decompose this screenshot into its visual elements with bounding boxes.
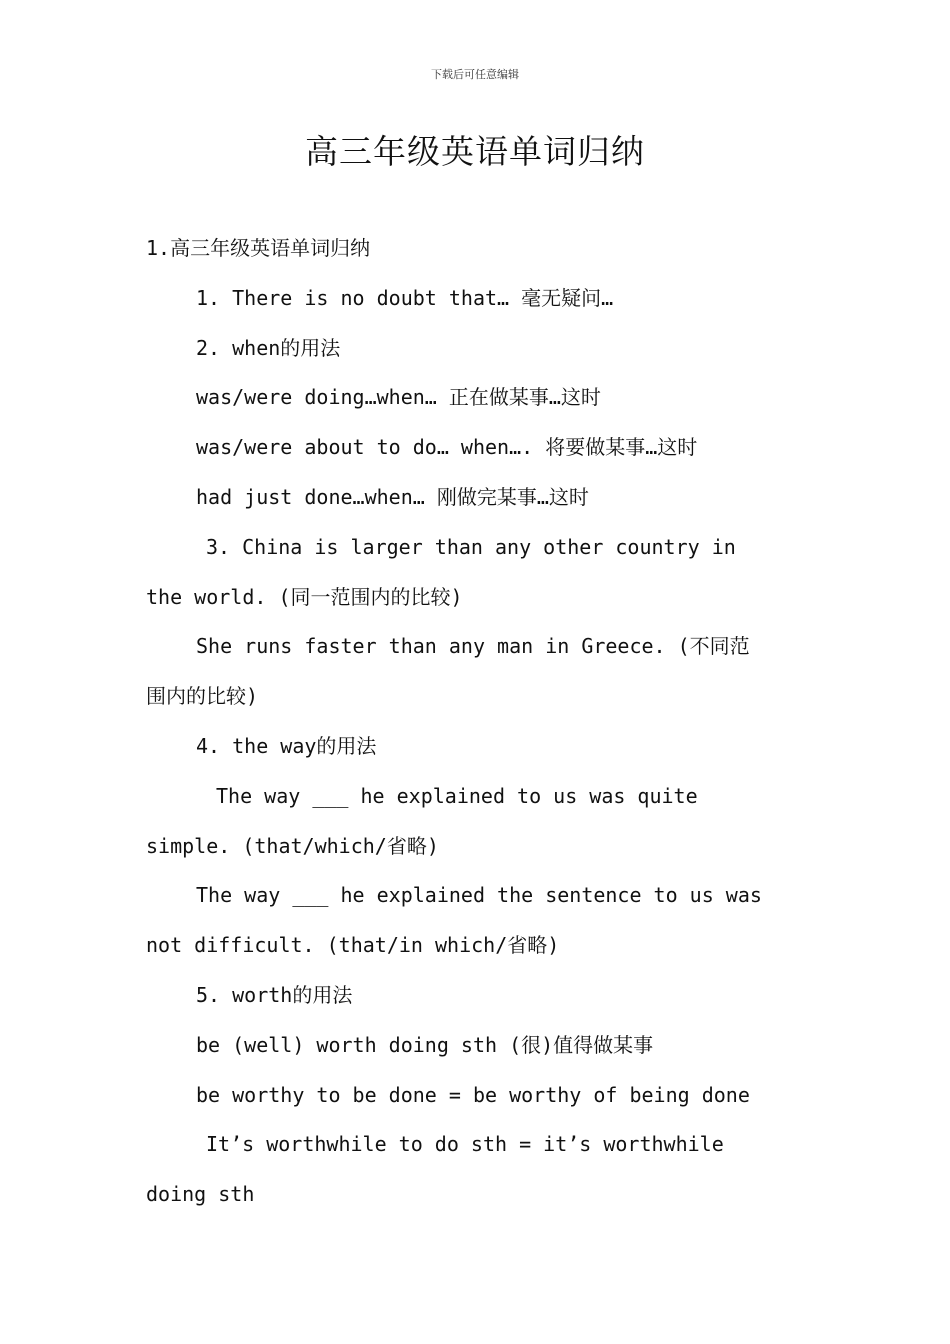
item-3-line-1b: the world. (同一范围内的比较) bbox=[146, 584, 463, 609]
item-5-line-2: be worthy to be done = be worthy of being done bbox=[196, 1082, 750, 1107]
item-4-line-2a: The way ___ he explained the sentence to us was bbox=[196, 883, 762, 908]
item-4-line-2b: not difficult. (that/in which/省略) bbox=[146, 933, 560, 958]
item-4-line-1a: The way ___ he explained to us was quite bbox=[216, 783, 698, 808]
item-3-line-2b: 围内的比较) bbox=[146, 684, 259, 709]
item-5-line-3b: doing sth bbox=[146, 1182, 255, 1207]
item-3-line-2a: She runs faster than any man in Greece. (不同范 bbox=[196, 634, 750, 659]
header-note: 下载后可任意编辑 bbox=[431, 68, 519, 81]
item-4-line-1b: simple. (that/which/省略) bbox=[146, 833, 439, 858]
item-2-line-1: was/were doing…when… 正在做某事…这时 bbox=[196, 385, 601, 410]
document-body bbox=[146, 224, 806, 1220]
item-5-heading: 5. worth的用法 bbox=[196, 982, 353, 1007]
section-heading: 1.高三年级英语单词归纳 bbox=[146, 236, 371, 260]
item-5-line-3a: It’s worthwhile to do sth = it’s worthwhile bbox=[206, 1132, 724, 1157]
item-1: 1. There is no doubt that… 毫无疑问… bbox=[196, 285, 614, 310]
item-5-line-1: be (well) worth doing sth (很)值得做某事 bbox=[196, 1032, 654, 1057]
item-2-line-2: was/were about to do… when…. 将要做某事…这时 bbox=[196, 435, 698, 460]
document-title: 高三年级英语单词归纳 bbox=[305, 132, 645, 171]
item-4-heading: 4. the way的用法 bbox=[196, 733, 377, 758]
item-3-line-1a: 3. China is larger than any other country in bbox=[206, 534, 736, 559]
item-2-line-3: had just done…when… 刚做完某事…这时 bbox=[196, 484, 589, 509]
item-2-heading: 2. when的用法 bbox=[196, 335, 341, 360]
